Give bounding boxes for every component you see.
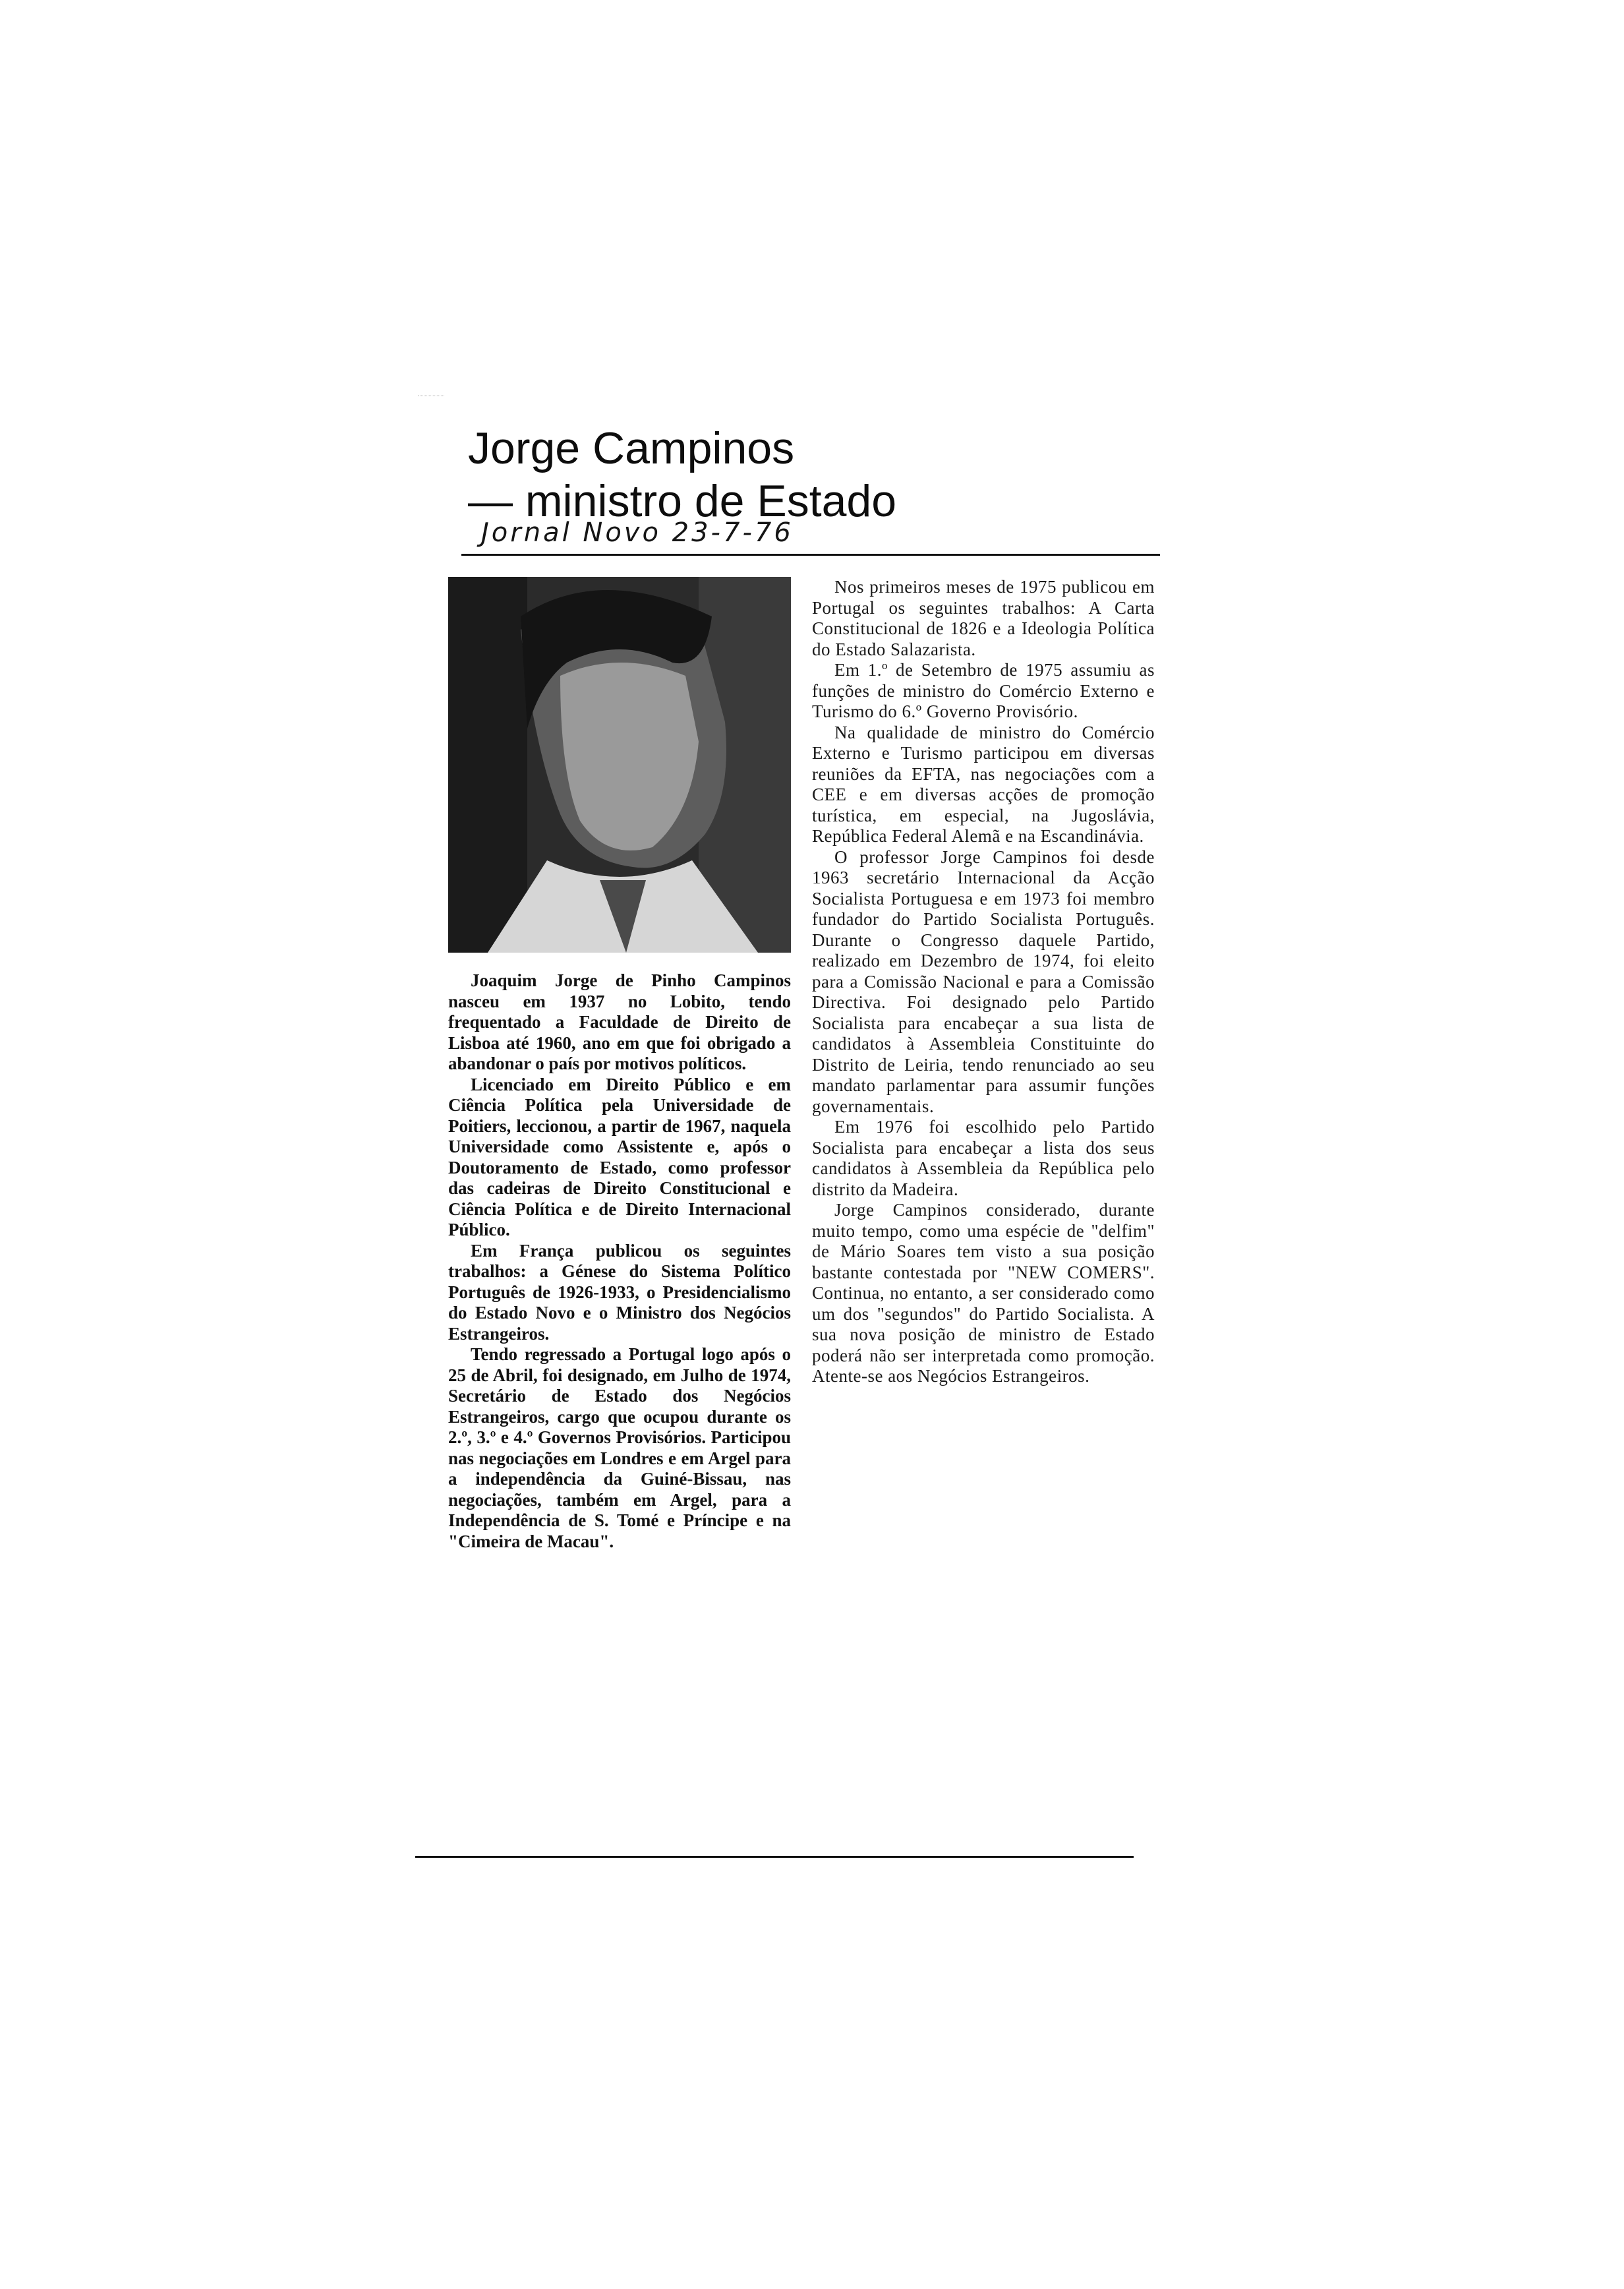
article-column-right [812, 577, 1155, 1387]
paragraph: Licenciado em Direito Público e em Ciência Política pela Universidade de Poitiers, leccionou, a partir de 1967, naquela Universidade como Assistente e, após o Doutoramento de Estado, como professor das cadeiras de Direito Constitucional e Ciência Política e de Direito Internacional Público. [448, 1074, 791, 1239]
newspaper-clipping [409, 396, 1173, 1872]
paragraph: O professor Jorge Campinos foi desde 1963 secretário Internacional da Acção Socialista Portuguesa e em 1973 foi membro fundador do Partido Socialista Português. Durante o Congresso daquele Partido, realizado em Dezembro de 1974, foi eleito para a Comissão Nacional e para a Comissão Directiva. Foi designado pelo Partido Socialista para encabeçar a sua lista de candidatos à Assembleia Constituinte do Distrito de Leiria, tendo renunciado ao seu mandato parlamentar para assumir funções governamentais. [812, 847, 1155, 1116]
portrait-photo [448, 577, 791, 953]
paragraph: Em França publicou os seguintes trabalhos: a Génese do Sistema Político Português de 1926-1933, o Presidencialismo do Estado Novo e o Ministro dos Negócios Estrangeiros. [448, 1240, 791, 1344]
headline-line-1: Jorge Campinos [468, 423, 795, 473]
top-rule [461, 554, 1160, 556]
paper-smudge [418, 396, 444, 405]
paragraph: Na qualidade de ministro do Comércio Externo e Turismo participou em diversas reuniões da EFTA, nas negociações com a CEE e em diversas acções de promoção turística, em especial, na Jugoslávia, República Federal Alemã e na Escandinávia. [812, 722, 1155, 846]
handwritten-source-note: Jornal Novo 23-7-76 [481, 518, 794, 548]
paragraph: Em 1.º de Setembro de 1975 assumiu as funções de ministro do Comércio Externo e Turismo do 6.º Governo Provisório. [812, 660, 1155, 721]
paragraph: Tendo regressado a Portugal logo após o 25 de Abril, foi designado, em Julho de 1974, Secretário de Estado dos Negócios Estrangeiros, cargo que ocupou durante os 2.º, 3.º e 4.º Governos Provisórios. Participou nas negociações em Londres e em Argel para a independência da Guiné-Bissau, nas negociações, também em Argel, para a Independência de S. Tomé e Príncipe e na "Cimeira de Macau". [448, 1344, 791, 1551]
headline [468, 422, 896, 527]
paragraph: Em 1976 foi escolhido pelo Partido Socialista para encabeçar a lista dos seus candidatos à Assembleia da República pelo distrito da Madeira. [812, 1117, 1155, 1199]
headline-line-2: — ministro de Estado [468, 476, 897, 526]
portrait-photo-icon [448, 577, 791, 953]
article-column-left [448, 970, 791, 1552]
paragraph: Jorge Campinos considerado, durante muito tempo, como uma espécie de "delfim" de Mário Soares tem visto a sua posição bastante contestada por "NEW COMERS". Continua, no entanto, a ser considerado como um dos "segundos" do Partido Socialista. A sua nova posição de ministro de Estado poderá não ser interpretada como promoção. Atente-se aos Negócios Estrangeiros. [812, 1200, 1155, 1386]
paragraph: Joaquim Jorge de Pinho Campinos nasceu em 1937 no Lobito, tendo frequentado a Faculdade de Direito de Lisboa até 1960, ano em que foi obrigado a abandonar o país por motivos políticos. [448, 970, 791, 1073]
bottom-rule [415, 1856, 1134, 1858]
paragraph: Nos primeiros meses de 1975 publicou em Portugal os seguintes trabalhos: A Carta Constitucional de 1826 e a Ideologia Política do Estado Salazarista. [812, 577, 1155, 659]
